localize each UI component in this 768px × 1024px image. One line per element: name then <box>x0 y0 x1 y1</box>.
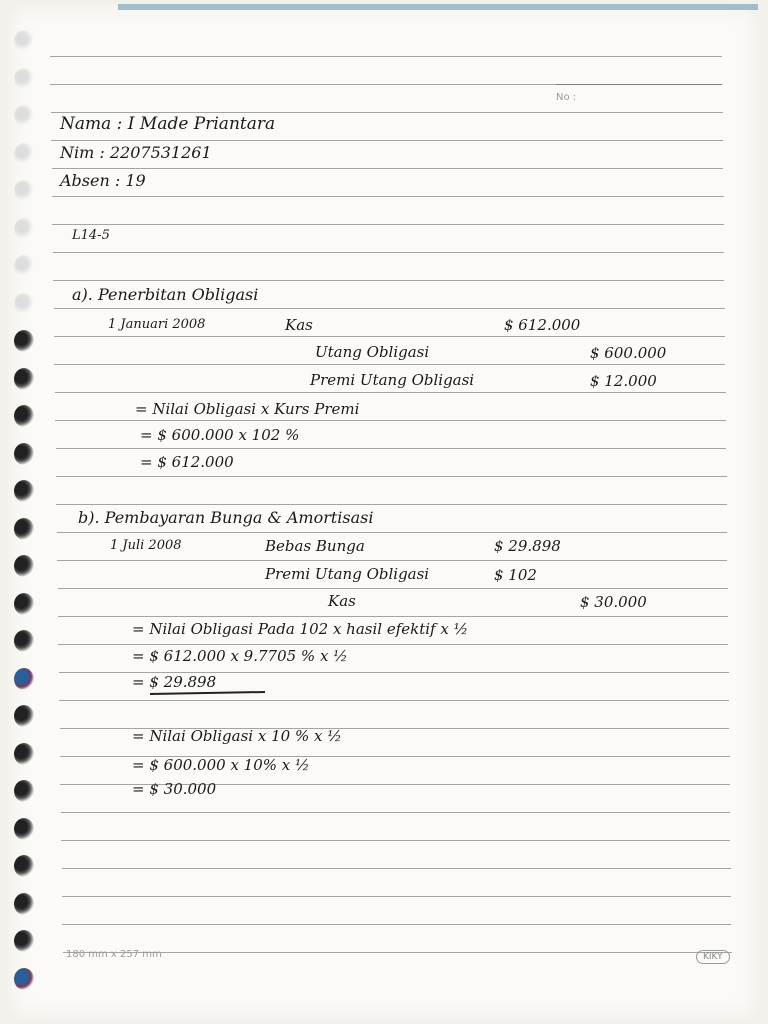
binding-hole <box>14 668 34 690</box>
binding-hole <box>14 368 34 390</box>
ruled-line <box>58 588 728 589</box>
part-b-debit1-account: Bebas Bunga <box>265 537 365 555</box>
ruled-line <box>55 392 726 393</box>
ruled-line <box>56 504 727 505</box>
ruled-line <box>54 308 725 309</box>
binding-hole <box>14 968 34 990</box>
ruled-line <box>61 840 730 841</box>
ruled-line <box>54 336 725 337</box>
ruled-line <box>58 616 728 617</box>
binding-hole <box>14 255 34 277</box>
part-a-credit2-account: Premi Utang Obligasi <box>310 371 475 389</box>
ruled-line <box>51 112 723 113</box>
absen-line: Absen : 19 <box>60 171 146 190</box>
binding-hole <box>14 480 34 502</box>
binding-hole <box>14 855 34 877</box>
ruled-line <box>52 168 723 169</box>
ruled-line <box>54 364 725 365</box>
part-b-debit2-account: Premi Utang Obligasi <box>265 565 430 583</box>
no-label: No : <box>556 92 577 103</box>
part-b-calc1: = Nilai Obligasi Pada 102 x hasil efektif x ½ <box>132 620 469 638</box>
part-a-calc1: = Nilai Obligasi x Kurs Premi <box>135 400 360 418</box>
binding-hole <box>14 68 34 90</box>
ruled-line <box>62 924 731 925</box>
part-a-calc2: = $ 600.000 x 102 % <box>140 426 300 444</box>
part-a-credit2-amount: $ 12.000 <box>590 372 657 390</box>
binding-hole <box>14 293 34 315</box>
section-code: L14-5 <box>72 228 110 243</box>
ruled-line <box>52 196 724 197</box>
ruled-line <box>62 868 731 869</box>
binding-hole <box>14 443 34 465</box>
binding-hole <box>14 743 34 765</box>
binding-hole <box>14 818 34 840</box>
binding-hole <box>14 330 34 352</box>
part-a-calc3: = $ 612.000 <box>140 453 234 471</box>
part-b-title: b). Pembayaran Bunga & Amortisasi <box>78 508 374 527</box>
page-top-edge <box>118 4 758 10</box>
part-b-calc3: = $ 29.898 <box>132 673 217 691</box>
ruled-line <box>52 224 724 225</box>
ruled-line <box>50 56 722 57</box>
part-b-calc4: = Nilai Obligasi x 10 % x ½ <box>132 727 342 745</box>
part-b-debit2-amount: $ 102 <box>494 566 537 584</box>
no-underline <box>556 84 722 85</box>
part-a-date: 1 Januari 2008 <box>108 317 206 332</box>
ruled-line <box>55 420 726 421</box>
part-a-credit1-amount: $ 600.000 <box>590 344 667 362</box>
binding-hole <box>14 518 34 540</box>
binding-hole <box>14 893 34 915</box>
binding-hole <box>14 555 34 577</box>
binding-hole <box>14 405 34 427</box>
binding-hole <box>14 180 34 202</box>
nama-line: Nama : I Made Priantara <box>60 114 276 134</box>
part-a-title: a). Penerbitan Obligasi <box>72 285 259 304</box>
ruled-line <box>58 644 728 645</box>
part-b-calc2: = $ 612.000 x 9.7705 % x ½ <box>132 647 348 665</box>
ruled-line <box>53 252 724 253</box>
part-a-debit-account: Kas <box>285 316 313 334</box>
ruled-line <box>57 560 727 561</box>
ruled-line <box>59 700 729 701</box>
ruled-line <box>56 448 726 449</box>
part-b-date: 1 Juli 2008 <box>110 538 182 553</box>
ruled-line <box>57 532 727 533</box>
ruled-line <box>63 952 732 953</box>
part-b-calc5: = $ 600.000 x 10% x ½ <box>132 756 310 774</box>
part-a-credit1-account: Utang Obligasi <box>315 343 430 361</box>
part-b-credit-amount: $ 30.000 <box>580 593 647 611</box>
nim-line: Nim : 2207531261 <box>60 143 212 162</box>
part-b-credit-account: Kas <box>328 592 356 610</box>
ruled-line <box>53 280 724 281</box>
part-b-calc6: = $ 30.000 <box>132 780 217 798</box>
binding-hole <box>14 593 34 615</box>
binding-hole <box>14 105 34 127</box>
binding-hole <box>14 143 34 165</box>
binding-hole <box>14 30 34 52</box>
binding-hole <box>14 705 34 727</box>
binding-hole <box>14 218 34 240</box>
ruled-line <box>51 140 723 141</box>
binding-hole <box>14 630 34 652</box>
binding-hole <box>14 780 34 802</box>
brand-logo: KIKY <box>696 950 730 964</box>
ruled-line <box>61 812 730 813</box>
ruled-line <box>56 476 727 477</box>
ruled-line <box>62 896 731 897</box>
part-b-debit1-amount: $ 29.898 <box>494 537 561 555</box>
binding-hole <box>14 930 34 952</box>
paper-size-note: 180 mm x 257 mm <box>66 949 162 960</box>
part-a-debit-amount: $ 612.000 <box>504 316 581 334</box>
